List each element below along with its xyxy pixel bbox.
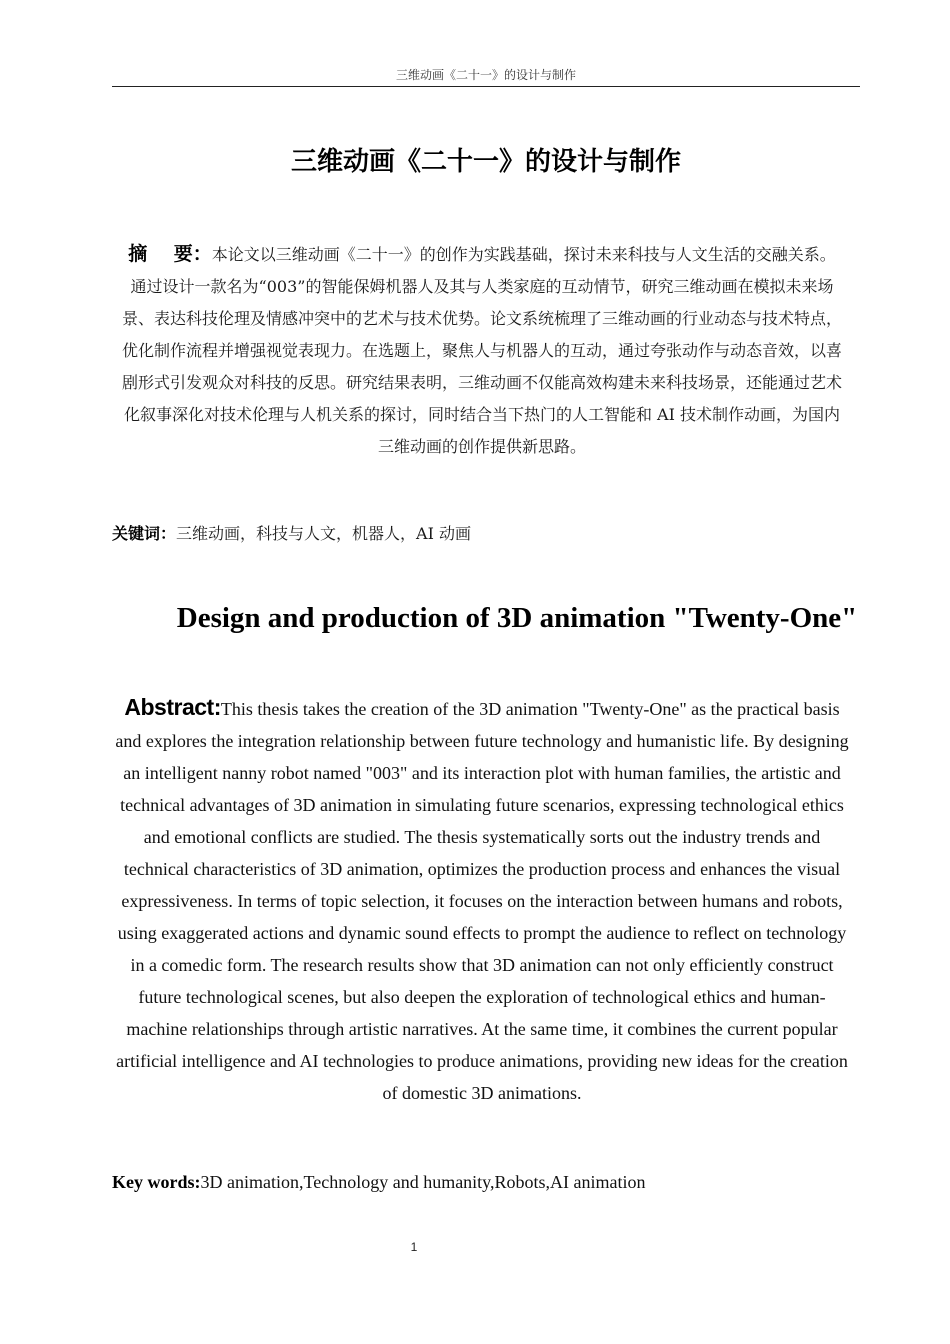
chinese-keywords-text: 三维动画，科技与人文，机器人，AI 动画 [176,524,471,543]
english-keywords-text: 3D animation,Technology and humanity,Robots,AI animation [200,1172,646,1192]
english-abstract-text: This thesis takes the creation of the 3D animation "Twenty-One" as the practical basis and explores the integration relationship between future technology and humanistic life. By designing an intelligent nanny robot named "003" and its interaction plot with human families, the artistic and technical advantages of 3D animation in simulating future scenarios, expressing technological ethics and emotional conflicts are studied. The thesis systematically sorts out the industry trends and technical characteristics of 3D animation, optimizes the production process and enhances the visual expressiveness. In terms of topic selection, it focuses on the interaction between humans and robots, using exaggerated actions and dynamic sound effects to prompt the audience to reflect on technology in a comedic form. The research results show that 3D animation can not only efficiently construct future technological scenes, but also deepen the exploration of technological ethics and human-machine relationships through artistic narratives. At the same time, it combines the current popular artificial intelligence and AI technologies to produce animations, providing new ideas for the creation of domestic 3D animations. [115,699,849,1103]
running-header-title: 三维动画《二十一》的设计与制作 [395,68,576,82]
chinese-keywords [112,518,860,550]
chinese-abstract-label: 摘 要： [128,243,212,265]
english-keywords [112,1166,860,1198]
english-title: Design and production of 3D animation "Twenty-One" [176,602,858,634]
chinese-abstract-text: 本论文以三维动画《二十一》的创作为实践基础，探讨未来科技与人文生活的交融关系。通过设计一款名为“003”的智能保姆机器人及其与人类家庭的互动情节，研究三维动画在模拟未来场景、表达科技伦理及情感冲突中的艺术与技术优势。论文系统梳理了三维动画的行业动态与技术特点，优化制作流程并增强视觉表现力。在选题上，聚焦人与机器人的互动，通过夸张动作与动态音效，以喜剧形式引发观众对科技的反思。研究结果表明，三维动画不仅能高效构建未来科技场景，还能通过艺术化叙事深化对技术伦理与人机关系的探讨，同时结合当下热门的人工智能和 AI 技术制作动画，为国内三维动画的创作提供新思路。 [122,245,843,456]
english-keywords-label: Key words: [112,1172,201,1192]
page-number: 1 [410,1240,418,1254]
chinese-title: 三维动画《二十一》的设计与制作 [290,147,681,177]
english-abstract-label: Abstract: [124,694,221,720]
running-header [112,66,860,87]
chinese-keywords-label: 关键词： [112,524,177,543]
chinese-abstract [122,238,842,463]
english-abstract [115,691,849,1109]
